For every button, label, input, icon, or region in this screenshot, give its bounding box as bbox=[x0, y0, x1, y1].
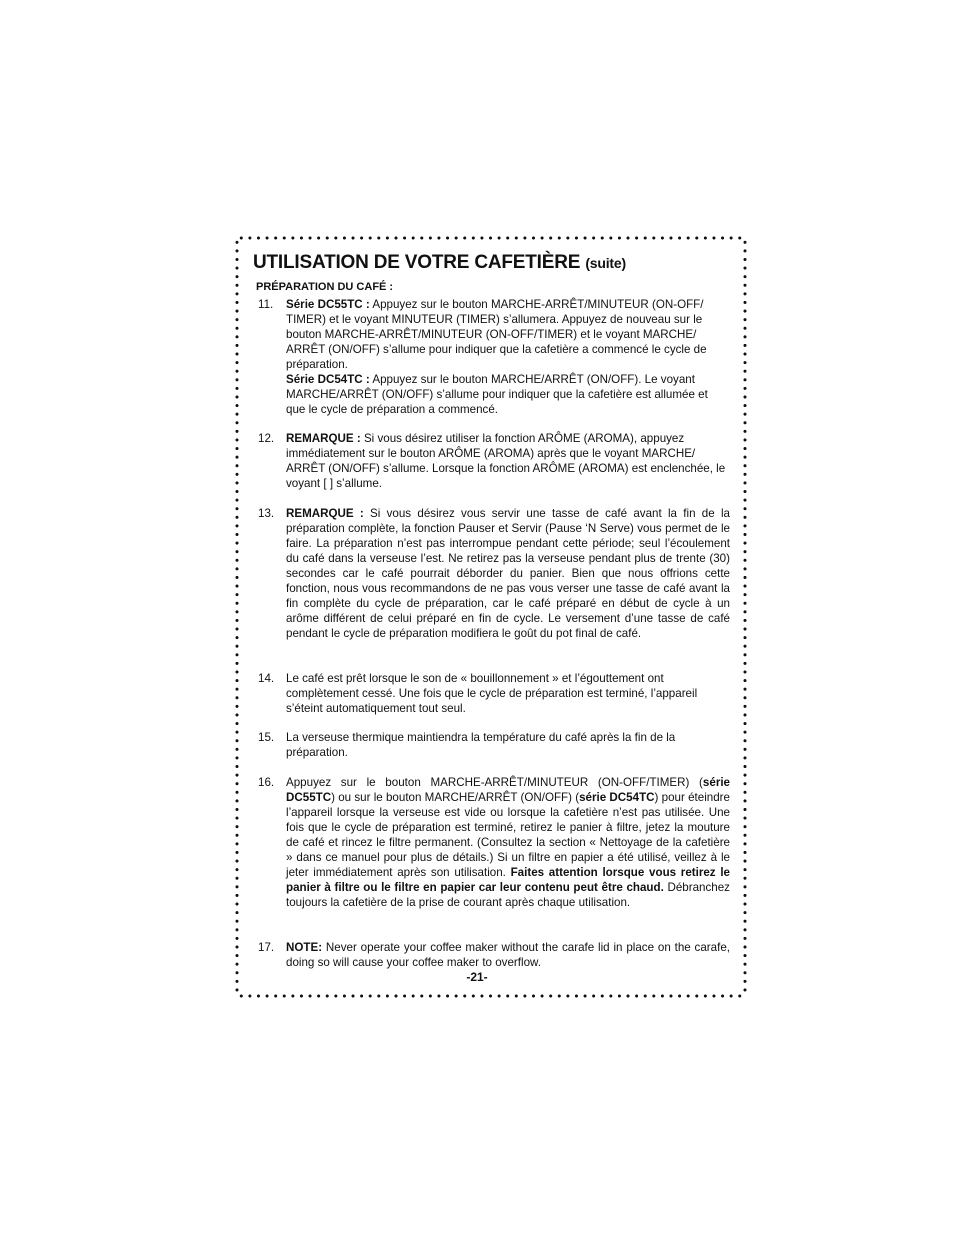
list-item bbox=[258, 940, 730, 970]
item-bold-model: série DC54TC bbox=[579, 791, 655, 804]
item-body: Appuyez sur le bouton MARCHE-ARRÊT/MINUTEUR (ON-OFF/ TIMER) et le voyant MINUTEUR (TIMER) s’allumera. Appuyez de nouveau sur le bouton MARCHE-ARRÊT/MINUTEUR (ON-OFF/TIMER) et le voyant MARCHE/ ARRÊT (ON/OFF) s’allume pour indiquer que la cafetière a commencé le cycle de préparation. bbox=[286, 298, 707, 371]
page-title bbox=[253, 252, 626, 274]
list-item bbox=[258, 730, 730, 760]
item-number: 17. bbox=[258, 941, 275, 954]
item-body: Le café est prêt lorsque le son de « bouillonnement » et l’égouttement ont complètement cessé. Une fois que le cycle de préparation est terminé, l’appareil s’éteint automatiquement tout seul. bbox=[286, 672, 698, 715]
list-item bbox=[258, 671, 730, 716]
item-text bbox=[286, 940, 730, 970]
item-text bbox=[286, 506, 730, 641]
item-body: Débranchez toujours la cafetière de la prise de courant après chaque utilisation. bbox=[286, 881, 730, 909]
item-text bbox=[286, 775, 730, 910]
item-body: ) ou sur le bouton MARCHE/ARRÊT (ON/OFF) ( bbox=[331, 791, 580, 804]
item-body: Si vous désirez vous servir une tasse de café avant la fin de la préparation complète, la fonction Pauser et Servir (Pause ‘N Serve) vous permet de le faire. La préparation n’est pas interrompue pendant cette période; seul l’écoulement du café dans la verseuse l’est. Ne retirez pas la verseuse pendant plus de trente (30) secondes car le café pourrait déborder du panier. Bien que nous offrions cette fonction, nous vous recommandons de ne pas vous verser une tasse de café avant la fin complète du cycle de préparation, car le café préparé en début de cycle à un arôme différent de celui préparé en fin de cycle. Le versement d’une tasse de café pendant le cycle de préparation modifiera le goût du pot final de café. bbox=[286, 507, 730, 640]
list-item bbox=[258, 431, 730, 491]
item-body: La verseuse thermique maintiendra la température du café après la fin de la préparation. bbox=[286, 731, 676, 759]
item-number: 16. bbox=[258, 776, 275, 789]
list-item bbox=[258, 506, 730, 641]
item-bold-model: série DC55TC bbox=[286, 776, 730, 804]
item-bold-label: REMARQUE : bbox=[286, 507, 364, 520]
item-body: Never operate your coffee maker without the carafe lid in place on the carafe, doing so will cause your coffee maker to overflow. bbox=[286, 941, 730, 969]
list-item bbox=[258, 297, 730, 417]
border-top bbox=[237, 236, 745, 240]
item-number: 13. bbox=[258, 507, 275, 520]
border-right bbox=[743, 238, 747, 996]
item-text bbox=[286, 297, 730, 417]
item-number: 11. bbox=[258, 298, 274, 311]
item-body: ) pour éteindre l’appareil lorsque la verseuse est vide ou lorsque la cafetière n’est pas utilisée. Une fois que le cycle de préparation est terminé, retirez le panier à filtre, jetez la mouture de café et rincez le filtre permanent. (Consultez la section « Nettoyage de la cafetière » dans ce manuel pour plus de détails.) Si un filtre en papier a été utilisé, veillez à le jeter immédiatement après son utilisation. bbox=[286, 791, 730, 879]
border-bottom bbox=[237, 994, 745, 998]
item-body: Si vous désirez utiliser la fonction ARÔME (AROMA), appuyez immédiatement sur le bouton ARÔME (AROMA) après que le voyant MARCHE/ ARRÊT (ON/OFF) s’allume. Lorsque la fonction ARÔME (AROMA) est enclenchée, le voyant [ ] s’allume. bbox=[286, 432, 726, 490]
section-heading: PRÉPARATION DU CAFÉ : bbox=[256, 281, 394, 293]
item-text bbox=[286, 431, 730, 491]
page-title-suffix: (suite) bbox=[585, 255, 626, 271]
list-item bbox=[258, 775, 730, 910]
item-body: Appuyez sur le bouton MARCHE/ARRÊT (ON/OFF). Le voyant MARCHE/ARRÊT (ON/OFF) s’allume pour indiquer que la cafetière est allumée et que le cycle de préparation a commencé. bbox=[286, 373, 708, 416]
item-number: 15. bbox=[258, 731, 275, 744]
item-text bbox=[286, 671, 730, 716]
item-number: 14. bbox=[258, 672, 275, 685]
border-left bbox=[235, 238, 239, 996]
page-title-text: UTILISATION DE VOTRE CAFETIÈRE bbox=[253, 252, 581, 273]
item-text bbox=[286, 730, 730, 760]
item-warning: Faites attention lorsque vous retirez le panier à filtre ou le filtre en papier car leur contenu peut être chaud. bbox=[286, 866, 730, 894]
page-number: -21- bbox=[466, 970, 488, 984]
item-bold-label: NOTE: bbox=[286, 941, 323, 954]
item-bold-label: REMARQUE : bbox=[286, 432, 361, 445]
item-body: Appuyez sur le bouton MARCHE-ARRÊT/MINUTEUR (ON-OFF/TIMER) ( bbox=[286, 776, 703, 789]
item-bold-label: Série DC54TC : bbox=[286, 373, 370, 386]
item-number: 12. bbox=[258, 432, 275, 445]
item-bold-label: Série DC55TC : bbox=[286, 298, 370, 311]
